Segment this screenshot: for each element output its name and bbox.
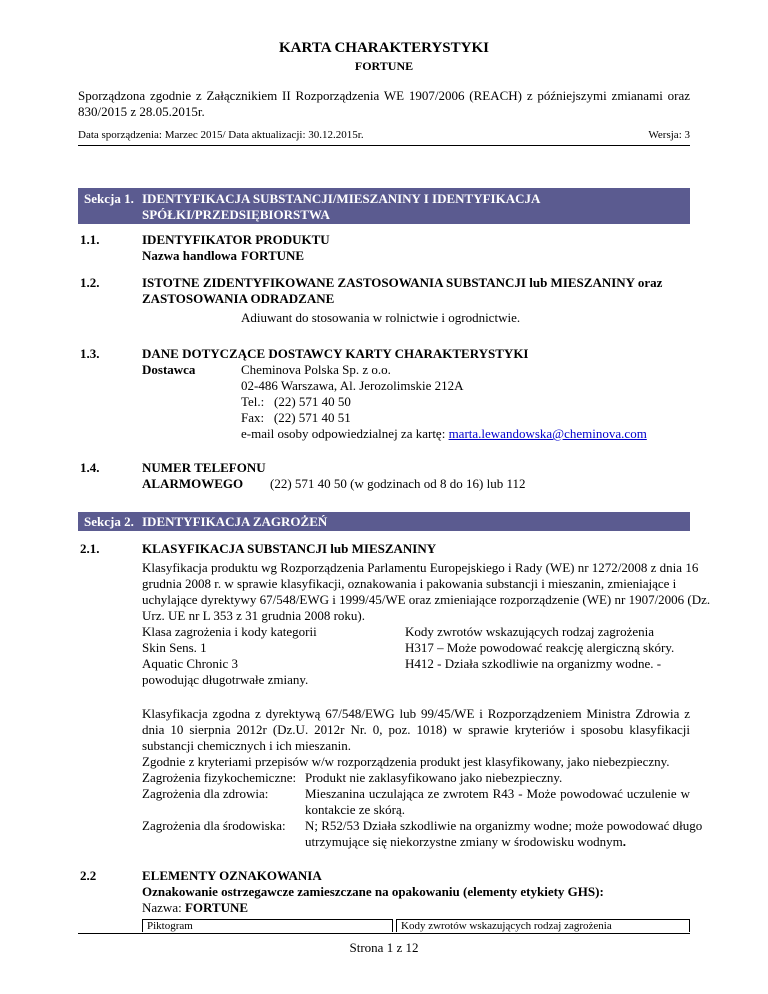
section-1-1-heading: IDENTYFIKATOR PRODUKTU xyxy=(142,232,330,247)
hazard-code-header: Kody zwrotów wskazujących rodzaj zagrożenia xyxy=(405,624,655,639)
hazard-class-1: Skin Sens. 1 xyxy=(142,640,207,655)
trade-name-label: Nazwa handlowa xyxy=(142,248,237,263)
section-1-bar xyxy=(78,188,690,224)
hazard-class-header: Klasa zagrożenia i kody kategorii xyxy=(142,624,317,639)
section-1-4-heading-line2: ALARMOWEGO xyxy=(142,476,244,491)
section-1-3-heading: DANE DOTYCZĄCE DOSTAWCY KARTY CHARAKTERYSTYKI xyxy=(142,346,529,361)
label-name-label: Nazwa: xyxy=(142,900,185,915)
emergency-phone: (22) 571 40 50 (w godzinach od 8 do 16) lub 112 xyxy=(270,476,526,491)
label-name-line xyxy=(142,900,248,916)
section-2-1-number: 2.1. xyxy=(80,541,100,556)
classification-line-1: Klasyfikacja produktu wg Rozporządzenia Parlamentu Europejskiego i Rady (WE) nr 1272/2008 z dnia 16 xyxy=(142,560,699,575)
intended-use: Adiuwant do stosowania w rolnictwie i ogrodnictwie. xyxy=(241,310,521,325)
section-1-1-number: 1.1. xyxy=(80,232,100,247)
health-hazard-label: Zagrożenia dla zdrowia: xyxy=(142,786,269,801)
section-2-label: Sekcja 2. xyxy=(84,514,134,529)
product-subtitle: FORTUNE xyxy=(354,59,414,73)
hazard-class-2-cont: powodując długotrwałe zmiany. xyxy=(142,672,309,687)
section-2-2-number: 2.2 xyxy=(80,868,97,883)
ghs-pictogram-header: Piktogram xyxy=(142,919,393,932)
section-1-title: IDENTYFIKACJA SUBSTANCJI/MIESZANINY I IDENTYFIKACJA SPÓŁKI/PRZEDSIĘBIORSTWA xyxy=(142,191,540,222)
section-1-label: Sekcja 1. xyxy=(84,191,134,206)
phys-hazard-label: Zagrożenia fizykochemiczne: xyxy=(142,770,297,785)
directive-classification: Klasyfikacja zgodna z dyrektywą 67/548/EWG lub 99/45/WE i Rozporządzeniem Ministra Zdrowia z dnia 10 sierpnia 2012r (Dz.U. 2012r Nr. 0, poz. 1018) w sprawie kryteriów i sposobu klasyfikacji substancji chemicznych i ich mieszanin. xyxy=(142,706,690,753)
health-hazard-line2: kontakcie ze skórą. xyxy=(305,802,405,817)
env-hazard-line1: N; R52/53 Działa szkodliwie na organizmy wodne; może powodować długo xyxy=(305,818,703,833)
trade-name-value: FORTUNE xyxy=(241,248,305,263)
env-hazard-label: Zagrożenia dla środowiska: xyxy=(142,818,286,833)
classification-line-3: uchylające dyrektywy 67/548/EWG i 1999/45/WE oraz zmieniające rozporządzenie (WE) nr 1907/2006 (Dz. xyxy=(142,592,711,607)
supplier-label: Dostawca xyxy=(142,362,196,377)
supplier-fax: Fax: (22) 571 40 51 xyxy=(241,410,351,425)
email-label: e-mail osoby odpowiedzialnej za kartę: xyxy=(241,426,449,441)
hazard-code-1: H317 – Może powodować reakcję alergiczną skóry. xyxy=(405,640,675,655)
label-elements-subheading: Oznakowanie ostrzegawcze zamieszczane na opakowaniu (elementy etykiety GHS): xyxy=(142,884,604,899)
env-hazard-line2-text: utrzymujące się niekorzystne zmiany w środowisku wodnym xyxy=(305,834,623,849)
supplier-address: 02-486 Warszawa, Al. Jerozolimskie 212A xyxy=(241,378,464,393)
supplier-email-line xyxy=(241,426,647,442)
supplier-company: Cheminova Polska Sp. z o.o. xyxy=(241,362,391,377)
ghs-hazard-header: Kody zwrotów wskazujących rodzaj zagrożenia xyxy=(396,919,690,932)
section-2-1-heading: KLASYFIKACJA SUBSTANCJI lub MIESZANINY xyxy=(142,541,437,556)
footer-divider xyxy=(78,933,690,934)
section-2-bar xyxy=(78,512,690,531)
hazard-code-2: H412 - Działa szkodliwie na organizmy wodne. - xyxy=(405,656,662,671)
phys-hazard-value: Produkt nie zaklasyfikowano jako niebezpieczny. xyxy=(305,770,563,785)
env-hazard-dot: . xyxy=(622,834,626,849)
section-2-title: IDENTYFIKACJA ZAGROŻEŃ xyxy=(142,514,328,529)
email-link[interactable]: marta.lewandowska@cheminova.com xyxy=(448,426,647,441)
section-1-4-number: 1.4. xyxy=(80,460,100,475)
version-label: Wersja: 3 xyxy=(648,129,690,141)
health-hazard-line1: Mieszanina uczulająca ze zwrotem R43 - Może powodować uczulenie w xyxy=(305,786,690,801)
document-title: KARTA CHARAKTERYSTYKI xyxy=(279,40,489,56)
page-number: Strona 1 z 12 xyxy=(349,940,419,955)
section-1-2-heading-line2: ZASTOSOWANIA ODRADZANE xyxy=(142,291,335,306)
hazard-class-2: Aquatic Chronic 3 xyxy=(142,656,239,671)
section-1-2-number: 1.2. xyxy=(80,275,100,290)
classification-line-2: grudnia 2008 r. w sprawie klasyfikacji, oznakowania i pakowania substancji i mieszanin, zmieniające i xyxy=(142,576,677,591)
section-1-3-number: 1.3. xyxy=(80,346,100,361)
classification-line-4: Urz. UE nr L 353 z 31 grudnia 2008 roku). xyxy=(142,608,365,623)
label-name-value: FORTUNE xyxy=(184,900,249,915)
supplier-phone: Tel.: (22) 571 40 50 xyxy=(241,394,351,409)
intro-paragraph: Sporządzona zgodnie z Załącznikiem II Rozporządzenia WE 1907/2006 (REACH) z późniejszymi zmianami oraz 830/2015 z 28.05.2015r. xyxy=(78,88,690,119)
env-hazard-line2 xyxy=(305,834,626,850)
section-2-2-heading: ELEMENTY OZNAKOWANIA xyxy=(142,868,322,883)
document-meta xyxy=(78,127,690,146)
hazardous-statement: Zgodnie z kryteriami przepisów w/w rozporządzenia produkt jest klasyfikowany, jako niebezpieczny. xyxy=(142,754,670,769)
section-1-2-heading-line1: ISTOTNE ZIDENTYFIKOWANE ZASTOSOWANIA SUBSTANCJI lub MIESZANINY oraz xyxy=(142,275,663,290)
section-1-4-heading-line1: NUMER TELEFONU xyxy=(142,460,266,475)
date-info: Data sporządzenia: Marzec 2015/ Data aktualizacji: 30.12.2015r. xyxy=(78,129,364,141)
